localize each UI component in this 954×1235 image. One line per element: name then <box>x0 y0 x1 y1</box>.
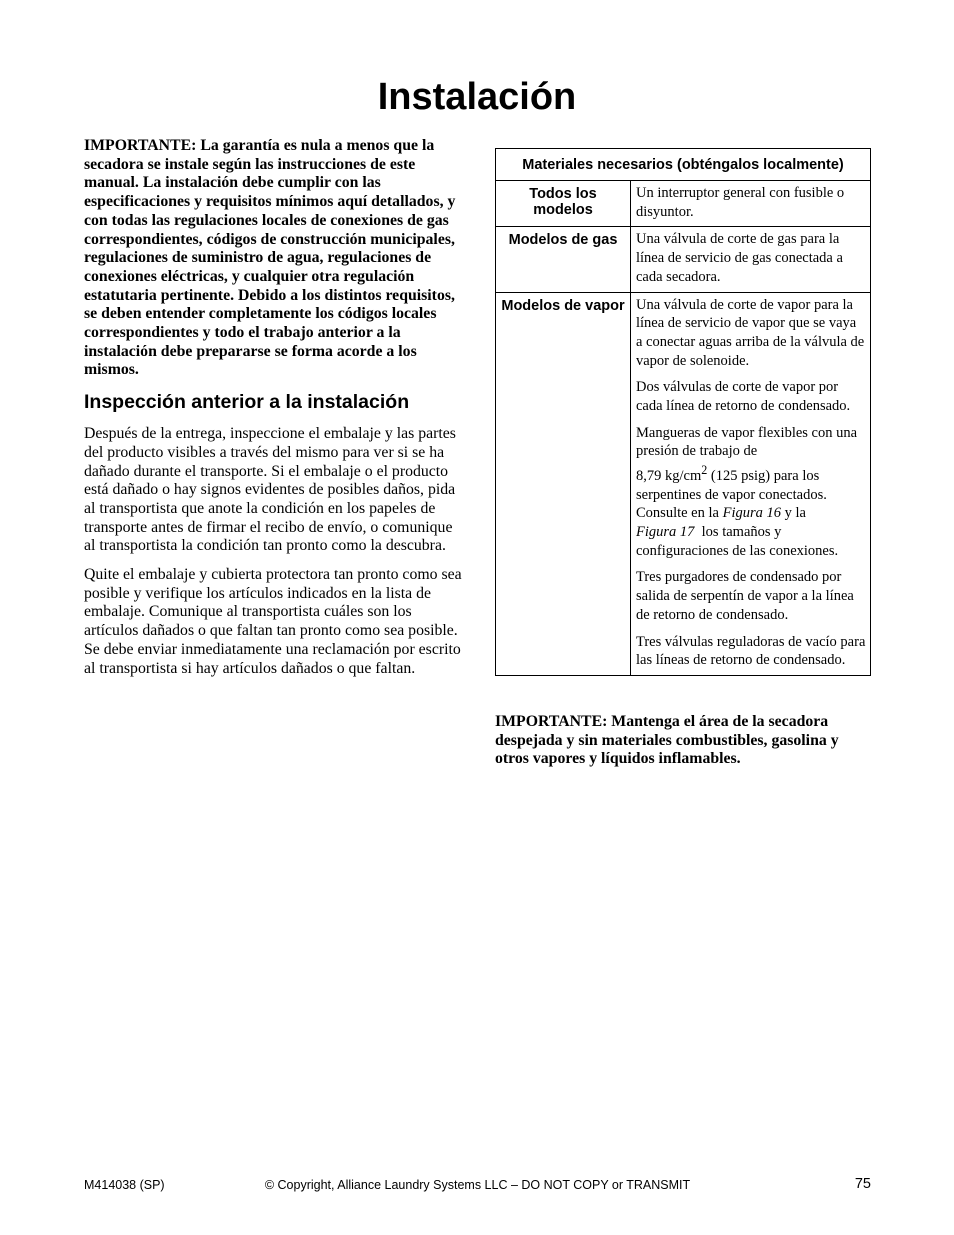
row-desc-steam-models <box>631 292 871 675</box>
figure-16-reference: Figura 16 <box>722 505 781 522</box>
table-row <box>496 181 871 227</box>
figure-17-reference: Figura 17 <box>636 524 695 541</box>
hoses-text-2: (125 psig) para los serpentines de vapor conectados. Consulte en la <box>636 467 827 522</box>
list-item-hoses <box>636 424 866 561</box>
row-label-gas-models: Modelos de gas <box>496 227 631 292</box>
important-label: IMPORTANTE: <box>84 137 197 154</box>
list-item: Una válvula de corte de vapor para la línea de servicio de vapor que se vaya a conectar aguas arriba de la válvula de vapor de solenoide. <box>636 296 865 369</box>
row-desc-all-models <box>631 181 871 227</box>
hoses-text-1: Mangueras de vapor flexibles con una presión de trabajo de <box>636 424 858 460</box>
table-header: Materiales necesarios (obténgalos localmente) <box>496 149 871 181</box>
inspection-paragraph-1: Después de la entrega, inspeccione el embalaje y las partes del producto visibles a través del mismo para ver si se ha dañado durante el transporte. Si el embalaje o el producto está dañado o hay signos evidentes de posibles daños, pida al transportista que anote la condición en los papeles de transporte antes de firmar el recibo de envío, o comunique al transportista la condición tan pronto como la descubra. <box>84 425 456 555</box>
section-heading: Inspección anterior a la instalación <box>84 391 410 414</box>
list-item: Dos válvulas de corte de vapor por cada línea de retorno de condensado. <box>636 379 851 415</box>
list-item: Un interruptor general con fusible o disyuntor. <box>636 185 845 220</box>
materials-table <box>495 148 871 676</box>
hoses-text-3: y la <box>784 505 806 522</box>
table-row <box>496 227 871 292</box>
important-safety-notice: IMPORTANTE: Mantenga el área de la secadora despejada y sin materiales combustibles, gasolina y otros vapores y líquidos inflamables. <box>495 713 839 768</box>
row-desc-gas-models <box>631 227 871 292</box>
page-title: Instalación <box>377 76 577 118</box>
hoses-text-4: los tamaños y configuraciones de las conexiones. <box>636 524 839 559</box>
important-text: La garantía es nula a menos que la secadora se instale según las instrucciones de este manual. La instalación debe cumplir con las especificaciones y requisitos mínimos aquí detallados, y con todas las regulaciones locales de conexiones de gas correspondientes, códigos de construcción municipales, regulaciones de suministro de agua, regulaciones de conexiones eléctricas, y cualquier otra regulación estatutaria pertinente. Debido a los distintos requisitos, se deben entender completamente los códigos locales correspondientes y todo el trabajo anterior a la instalación debe prepararse se forma acorde a los mismos. <box>84 137 456 379</box>
left-column <box>84 137 462 688</box>
document-number: M414038 (SP) <box>84 1178 165 1192</box>
row-label-all-models: Todos los modelos <box>496 181 631 227</box>
pressure-superscript: 2 <box>701 463 708 478</box>
pressure-value: 8,79 kg/cm <box>636 467 702 484</box>
table-header-row <box>496 149 871 181</box>
inspection-paragraph-2: Quite el embalaje y cubierta protectora tan pronto como sea posible y verifique los artículos indicados en la lista de embalaje. Comunique al transportista cuáles son los artículos dañados o que faltan tan pronto como sea posible. Se debe enviar inmediatamente una reclamación por escrito al transportista si hay artículos dañados o que faltan. <box>84 566 462 677</box>
table-row <box>496 292 871 675</box>
list-item: Una válvula de corte de gas para la línea de servicio de gas conectada a cada secadora. <box>636 231 843 285</box>
page-footer <box>84 1176 871 1196</box>
copyright-notice: © Copyright, Alliance Laundry Systems LLC – DO NOT COPY or TRANSMIT <box>264 1178 691 1192</box>
page-number: 75 <box>854 1176 871 1192</box>
important-warranty-notice <box>84 137 462 380</box>
list-item: Tres válvulas reguladoras de vacío para las líneas de retorno de condensado. <box>636 633 866 669</box>
row-label-steam-models: Modelos de vapor <box>496 292 631 675</box>
list-item: Tres purgadores de condensado por salida de serpentín de vapor a la línea de retorno de condensado. <box>636 569 854 623</box>
